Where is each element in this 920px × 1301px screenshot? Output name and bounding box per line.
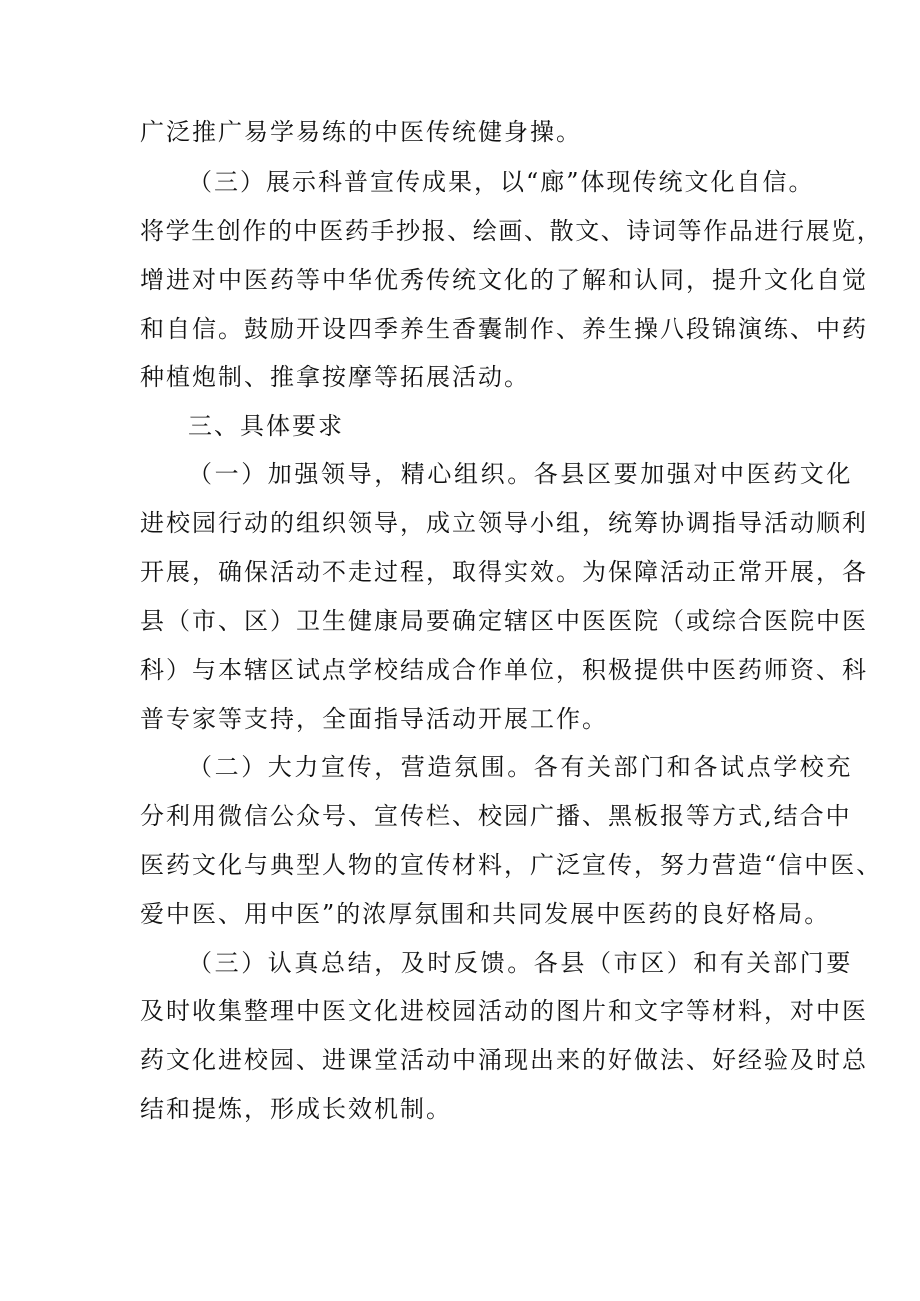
chapter-heading: 三、具体要求 <box>188 412 344 440</box>
paragraph-line: 分利用微信公众号、宣传栏、校园广播、黑板报等方式,结合中 <box>140 802 852 830</box>
paragraph-line: 医药文化与典型人物的宣传材料，广泛宣传，努力营造“信中医、 <box>140 851 883 879</box>
section-heading-line: （一）加强领导，精心组织。各县区要加强对中医药文化 <box>188 460 853 488</box>
paragraph-line: 县（市、区）卫生健康局要确定辖区中医医院（或综合医院中医 <box>140 607 868 635</box>
paragraph-line: 种植炮制、推拿按摩等拓展活动。 <box>140 363 530 391</box>
paragraph-line: 结和提炼，形成长效机制。 <box>140 1095 452 1123</box>
paragraph-line: 和自信。鼓励开设四季养生香囊制作、养生操八段锦演练、中药 <box>140 315 868 343</box>
paragraph-line: 将学生创作的中医药手抄报、绘画、散文、诗词等作品进行展览， <box>140 217 883 245</box>
paragraph-line: 科）与本辖区试点学校结成合作单位，积极提供中医药师资、科 <box>140 656 868 684</box>
paragraph-line: 爱中医、用中医”的浓厚氛围和共同发展中医药的良好格局。 <box>140 900 831 928</box>
paragraph-line: 及时收集整理中医文化进校园活动的图片和文字等材料，对中医 <box>140 997 868 1025</box>
section-heading-line: （三）认真总结，及时反馈。各县（市区）和有关部门要 <box>188 949 853 977</box>
paragraph-line: 普专家等支持，全面指导活动开展工作。 <box>140 705 608 733</box>
paragraph-line: 增进对中医药等中华优秀传统文化的了解和认同，提升文化自觉 <box>140 266 868 294</box>
section-heading-line: （三）展示科普宣传成果，以“廊”体现传统文化自信。 <box>188 168 815 196</box>
section-heading-line: （二）大力宣传，营造氛围。各有关部门和各试点学校充 <box>188 753 853 781</box>
paragraph-line: 广泛推广易学易练的中医传统健身操。 <box>140 118 582 146</box>
paragraph-line: 进校园行动的组织领导，成立领导小组，统筹协调指导活动顺利 <box>140 509 868 537</box>
paragraph-line: 开展，确保活动不走过程，取得实效。为保障活动正常开展，各 <box>140 558 868 586</box>
paragraph-line: 药文化进校园、进课堂活动中涌现出来的好做法、好经验及时总 <box>140 1046 868 1074</box>
